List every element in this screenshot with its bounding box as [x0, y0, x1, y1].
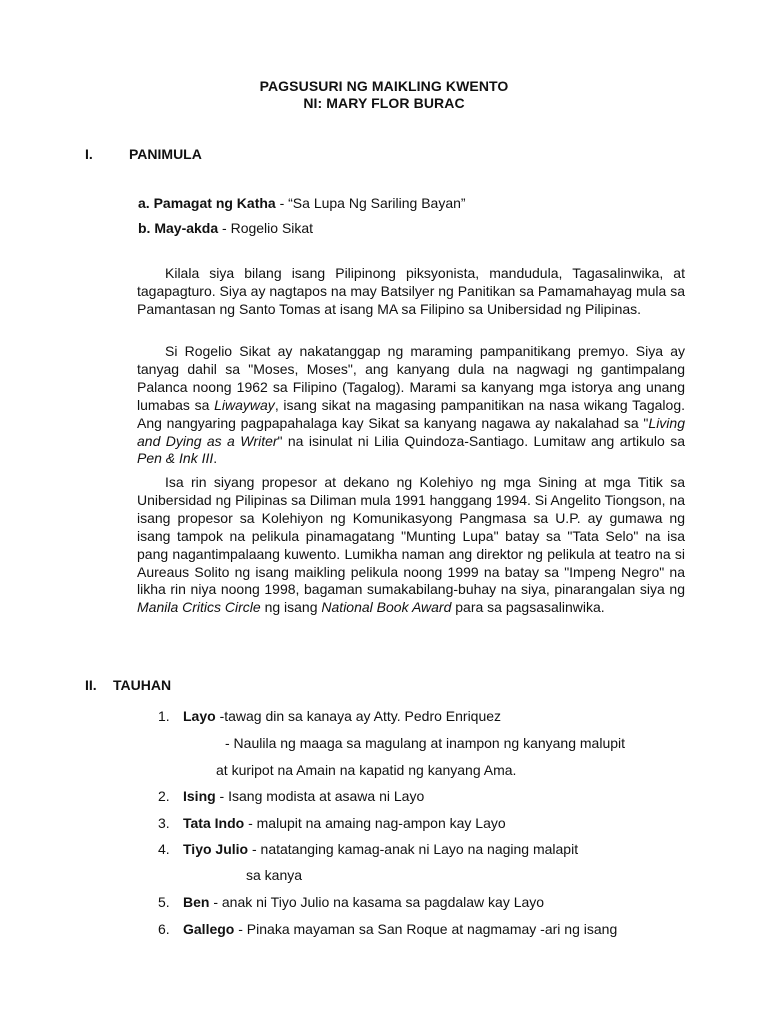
- character-name: Gallego: [183, 921, 235, 937]
- may-akda-value: - Rogelio Sikat: [218, 220, 314, 236]
- character-name: Tata Indo: [183, 815, 245, 831]
- list-item-continuation: sa kanya: [246, 867, 303, 883]
- pamagat-value: - “Sa Lupa Ng Sariling Bayan”: [275, 195, 466, 211]
- publication-title: Pen & Ink III: [137, 450, 214, 467]
- list-item-number: 1.: [158, 708, 170, 724]
- list-item: [183, 708, 501, 724]
- pamagat-line: [138, 195, 466, 211]
- list-item-number: 4.: [158, 841, 170, 857]
- award-name: National Book Award: [321, 599, 452, 616]
- paragraph-2-text: " na isinulat ni Lilia Quindoza-Santiago. Lumitaw ang artikulo sa: [277, 432, 685, 449]
- character-description: - anak ni Tiyo Julio na kasama sa pagdalaw kay Layo: [209, 894, 545, 910]
- article-title: Living and Dying as a Writer: [137, 414, 685, 449]
- may-akda-line: [138, 220, 313, 236]
- may-akda-label: b. May-akda: [138, 220, 219, 236]
- section-2-number: II.: [85, 677, 97, 693]
- list-item-continuation: at kuripot na Amain na kapatid ng kanyang Ama.: [216, 762, 517, 778]
- character-description: - Pinaka mayaman sa San Roque at nagmamay -ari ng isang: [234, 921, 618, 937]
- list-item: [183, 841, 578, 857]
- section-1-title: PANIMULA: [129, 146, 202, 162]
- paragraph-3: [137, 474, 685, 617]
- paragraph-3-text: Isa rin siyang propesor at dekano ng Kolehiyo ng mga Sining at mga Titik sa Unibersidad ng Pilipinas sa Diliman mula 1991 hanggang 1994. Si Angelito Tiongson, na isang propesor sa Kolehiyon ng Komunikasyong Pangmasa sa U.P. ay gumawa ng isang tampok na pelikula pinamagatang "Munting Lupa" batay sa "Tata Selo" na isa pang nagantimpalaang kuwento. Lumikha naman ang direktor ng pelikula at teatro na si Aureaus Solito ng isang maikling pelikula noong 1999 na batay sa "Impeng Negro" na likha rin niya noong 1998, bagaman sumakabilang-buhay na siya, pinarangalan siya ng: [137, 474, 685, 598]
- section-2-title: TAUHAN: [113, 677, 172, 693]
- document-title: PAGSUSURI NG MAIKLING KWENTO: [259, 78, 509, 94]
- document-author: NI: MARY FLOR BURAC: [303, 95, 465, 111]
- character-name: Ising: [183, 788, 216, 804]
- list-item-number: 5.: [158, 894, 170, 910]
- list-item: [183, 894, 544, 910]
- character-description: - natatanging kamag-anak ni Layo na naging malapit: [248, 841, 579, 857]
- character-name: Tiyo Julio: [183, 841, 249, 857]
- list-item: [183, 815, 506, 831]
- section-1-number: I.: [85, 146, 93, 162]
- paragraph-3-text: para sa pagsasalinwika.: [451, 599, 605, 616]
- character-description: -tawag din sa kanaya ay Atty. Pedro Enriquez: [215, 708, 502, 724]
- character-name: Layo: [183, 708, 216, 724]
- character-description: - malupit na amaing nag-ampon kay Layo: [244, 815, 506, 831]
- list-item-number: 3.: [158, 815, 170, 831]
- paragraph-2: [137, 343, 685, 468]
- paragraph-2-text: Si Rogelio Sikat ay nakatanggap ng maraming pampanitikang premyo. Siya ay tanyag dahil sa "Moses, Moses", ang kanyang dula na nagwagi ng gantimpalang Palanca noong 1962 sa Filipino (Tagalog). Marami sa kanyang mga istorya ang unang lumabas sa: [137, 343, 685, 413]
- paragraph-1: Kilala siya bilang isang Pilipinong piksyonista, mandudula, Tagasalinwika, at tagapagturo. Siya ay nagtapos na may Batsilyer ng Panitikan sa Pamamahayag mula sa Pamantasan ng Santo Tomas at isang MA sa Filipino sa Unibersidad ng Pilipinas.: [137, 265, 685, 317]
- list-item-continuation: - Naulila ng maaga sa magulang at inampon ng kanyang malupit: [225, 735, 626, 751]
- pamagat-label: a. Pamagat ng Katha: [138, 195, 276, 211]
- liwayway-title: Liwayway: [214, 396, 275, 413]
- critics-circle-name: Manila Critics Circle: [137, 599, 261, 616]
- character-name: Ben: [183, 894, 210, 910]
- list-item-number: 6.: [158, 921, 170, 937]
- list-item: [183, 921, 617, 937]
- character-description: - Isang modista at asawa ni Layo: [215, 788, 425, 804]
- list-item-number: 2.: [158, 788, 170, 804]
- paragraph-2-text: .: [213, 450, 218, 467]
- paragraph-2-text: , isang sikat na magasing pampanitikan na nasa wikang Tagalog. Ang nangyaring pagpapahalaga kay Sikat sa kanyang nagawa ay nakalahad sa ": [137, 396, 686, 431]
- list-item: [183, 788, 424, 804]
- paragraph-3-text: ng isang: [260, 599, 322, 616]
